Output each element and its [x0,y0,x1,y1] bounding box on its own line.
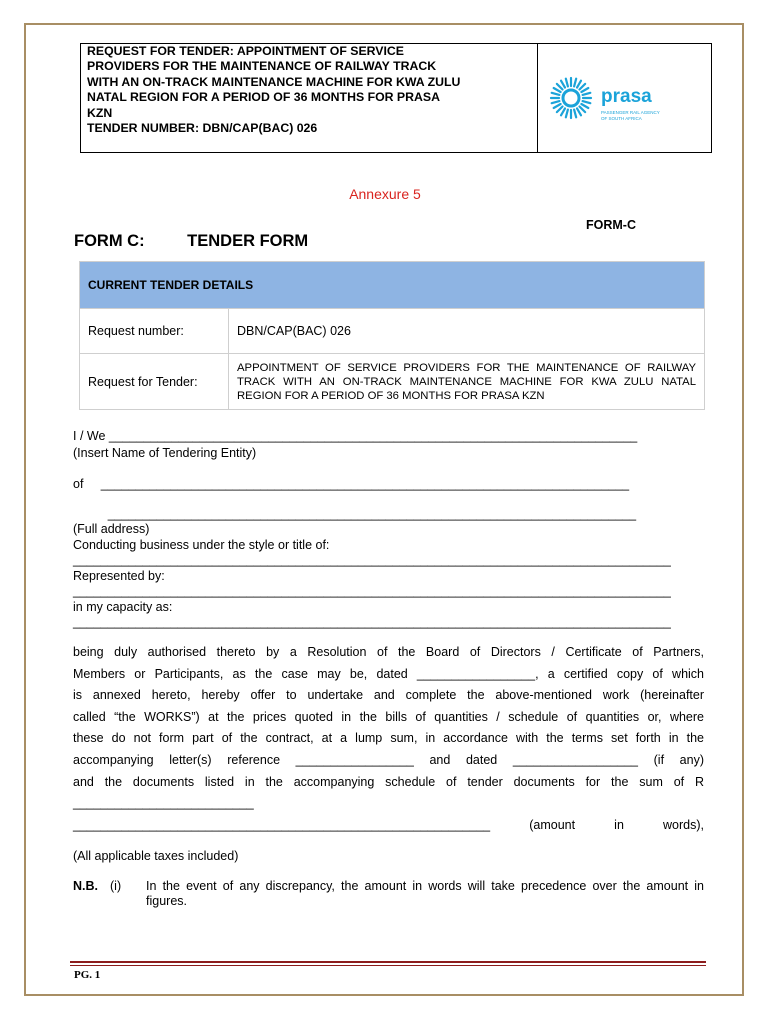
entity-name-caption: (Insert Name of Tendering Entity) [73,446,257,460]
capacity-label: in my capacity as: [73,600,173,614]
header-divider [537,44,538,152]
paragraph-line: these do not form part of the contract, at a lump sum, in accordance with the terms set forth in the [73,731,704,746]
page-number: PG. 1 [74,969,101,981]
represented-by-label: Represented by: [73,569,165,583]
nb-number: (i) [110,879,122,893]
row-label: Request number: [80,309,229,354]
header-title-line: NATAL REGION FOR A PERIOD OF 36 MONTHS FOR PRASA [87,90,440,105]
offer-paragraph [73,642,704,836]
paragraph-line: is annexed hereto, hereby offer to undertake and complete the above-mentioned work (hereinafter [73,688,704,703]
header-title-line: PROVIDERS FOR THE MAINTENANCE OF RAILWAY TRACK [87,59,437,74]
paragraph-line: being duly authorised thereto by a Resolution of the Board of Directors / Certificate of Partners, [73,645,704,659]
logo-tagline: OF SOUTH AFRICA [601,116,642,121]
header-title-line: KZN [87,105,113,120]
business-style-label: Conducting business under the style or title of: [73,538,330,552]
form-title-code: FORM C: [74,232,145,250]
amount-figures-field[interactable]: __________________________ [73,796,254,811]
footer-rule [70,961,706,963]
prasa-emblem-icon [547,70,697,130]
row-value: DBN/CAP(BAC) 026 [229,309,705,354]
taxes-note: (All applicable taxes included) [73,849,239,863]
address-field[interactable]: of ____________________________________________________________________________ [73,477,630,491]
paragraph-line: called “the WORKS”) at the prices quoted in the bills of quantities / schedule of quantities or, where [73,709,704,724]
annexure-label: Annexure 5 [349,186,421,202]
represented-by-field[interactable]: ______________________________________________________________________________________ [73,584,671,598]
table-row [80,309,705,354]
paragraph-line: accompanying letter(s) reference _________________ and dated __________________ (if any) [73,752,704,767]
form-title-name: TENDER FORM [187,232,309,250]
footer-rule-thin [70,965,706,966]
table-row [80,354,705,410]
tender-header [80,43,712,153]
form-title [74,232,308,251]
paragraph-line: Members or Participants, as the case may be, dated _________________, a certified copy of which [73,666,704,681]
prasa-logo [547,70,697,130]
entity-name-field[interactable]: I / We ____________________________________________________________________________ [73,429,638,443]
logo-tagline: PASSENGER RAIL AGENCY [601,110,660,115]
nb-text: In the event of any discrepancy, the amount in words will take precedence over the amount in figures. [146,879,704,908]
capacity-field[interactable]: ______________________________________________________________________________________ [73,615,671,629]
row-label: Request for Tender: [80,354,229,410]
address-field-line-2[interactable]: ____________________________________________________________________________ [73,507,637,521]
amount-words-field[interactable]: ____________________________________________________________ (amount in words), [73,817,704,832]
table-heading: CURRENT TENDER DETAILS [80,262,705,309]
header-title [87,44,533,136]
paragraph-line: and the documents listed in the accompanying schedule of tender documents for the sum of R [73,774,704,789]
form-c-label: FORM-C [586,218,636,232]
header-title-line: WITH AN ON-TRACK MAINTENANCE MACHINE FOR KWA ZULU [87,74,461,89]
address-caption: (Full address) [73,522,150,536]
tender-details-table [79,261,705,410]
logo-wordmark: prasa [601,86,652,107]
header-title-line: REQUEST FOR TENDER: APPOINTMENT OF SERVICE [87,44,405,58]
tender-number: TENDER NUMBER: DBN/CAP(BAC) 026 [87,121,318,136]
nb-label: N.B. [73,879,98,893]
row-value: APPOINTMENT OF SERVICE PROVIDERS FOR THE MAINTENANCE OF RAILWAY TRACK WITH AN ON-TRACK MAINTENANCE MACHINE FOR KWA ZULU NATAL REGION FOR A PERIOD OF 36 MONTHS FOR PRASA KZN [229,354,705,410]
business-style-field[interactable]: ______________________________________________________________________________________ [73,553,671,567]
